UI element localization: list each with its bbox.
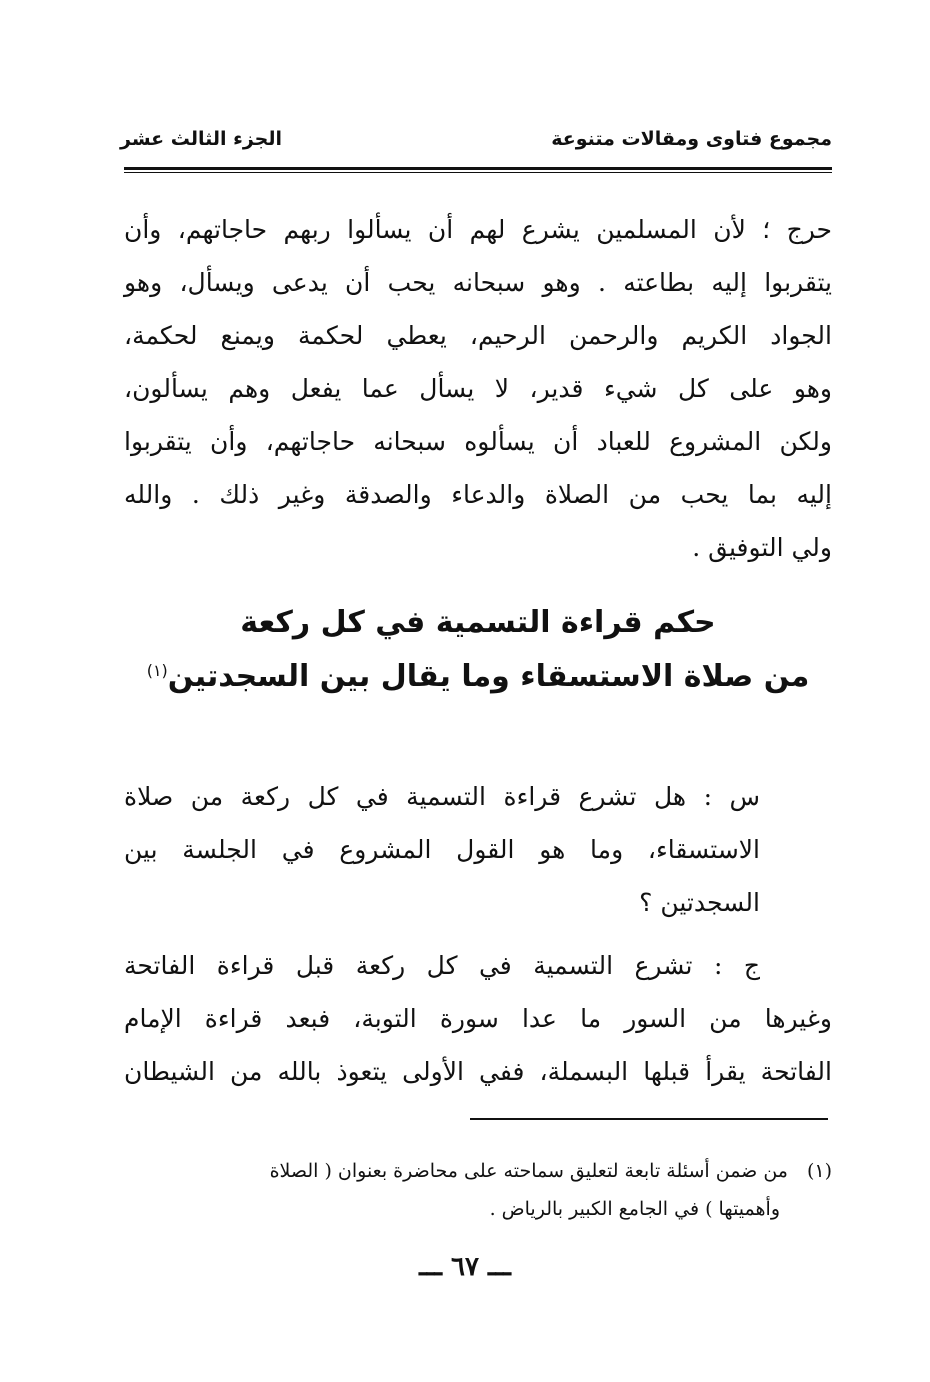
footnote-line2: وأهميتها ) في الجامع الكبير بالرياض .	[489, 1198, 780, 1220]
body-line: وهو على كل شيء قدير، لا يسأل عما يفعل وهم يسألون،	[124, 374, 832, 403]
body-line: إليه بما يحب من الصلاة والدعاء والصدقة وغير ذلك . والله	[124, 480, 832, 509]
body-line: يتقربوا إليه بطاعته . وهو سبحانه يحب أن يدعى ويسأل، وهو	[124, 268, 832, 297]
answer-block	[124, 939, 832, 1098]
body-line: حرج ؛ لأن المسلمين يشرع لهم أن يسألوا ربهم حاجاتهم، وأن	[124, 215, 832, 244]
section-title-line1: حكم قراءة التسمية في كل ركعة	[240, 605, 716, 640]
book-title: مجموع فتاوى ومقالات متنوعة	[551, 128, 832, 150]
question-line: س : هل تشرع قراءة التسمية في كل ركعة من صلاة	[124, 782, 760, 811]
answer-line: الفاتحة يقرأ قبلها البسملة، ففي الأولى يتعوذ بالله من الشيطان	[124, 1057, 832, 1086]
body-line: الجواد الكريم والرحمن الرحيم، يعطي لحكمة ويمنع لحكمة،	[124, 321, 832, 350]
body-paragraph	[124, 203, 832, 574]
header-rule	[124, 167, 832, 173]
question-block	[124, 770, 760, 929]
body-line: ولي التوفيق .	[692, 533, 832, 562]
footnote	[124, 1152, 832, 1228]
body-line: ولكن المشروع للعباد أن يسألوه سبحانه حاجاتهم، وأن يتقربوا	[124, 427, 832, 456]
question-line: الاستسقاء، وما هو القول المشروع في الجلسة بين	[124, 835, 760, 864]
footnote-rule	[470, 1118, 828, 1120]
section-title-line2	[124, 650, 832, 704]
footnote-marker: (١)	[146, 661, 168, 680]
answer-line: ج : تشرع التسمية في كل ركعة قبل قراءة الفاتحة	[124, 951, 760, 980]
answer-line: وغيرها من السور ما عدا سورة التوبة، فبعد قراءة الإمام	[124, 1004, 832, 1033]
section-title-line2-text: من صلاة الاستسقاء وما يقال بين السجدتين	[167, 659, 810, 694]
section-title	[124, 596, 832, 704]
qa-block	[124, 770, 832, 1098]
running-header	[120, 128, 832, 160]
question-line: السجدتين ؟	[639, 888, 760, 917]
page-number: ـــ ٦٧ ـــ	[419, 1252, 511, 1282]
footnote-number: (١)	[806, 1160, 832, 1182]
footnote-line1: من ضمن أسئلة تابعة لتعليق سماحته على محاضرة بعنوان ( الصلاة	[269, 1160, 788, 1182]
volume-label: الجزء الثالث عشر	[120, 128, 283, 150]
